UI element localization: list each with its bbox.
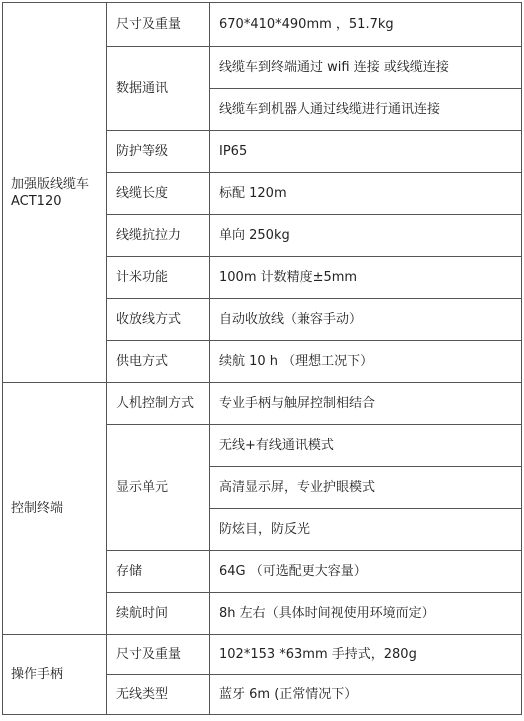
value-cell: 无线+有线通讯模式	[210, 425, 522, 467]
value-cell: IP65	[210, 131, 522, 173]
value-cell: 670*410*490mm ，51.7kg	[210, 3, 522, 47]
value-cell: 专业手柄与触屏控制相结合	[210, 383, 522, 425]
value-cell: 线缆车到机器人通过线缆进行通讯连接	[210, 89, 522, 131]
value-cell: 102*153 *63mm 手持式，280g	[210, 635, 522, 675]
value-cell: 高清显示屏，专业护眼模式	[210, 467, 522, 509]
label-cell: 显示单元	[107, 425, 210, 551]
category-cell: 控制终端	[3, 383, 107, 635]
label-cell: 线缆抗拉力	[107, 215, 210, 257]
label-cell: 存储	[107, 551, 210, 593]
value-cell: 自动收放线（兼容手动）	[210, 299, 522, 341]
label-cell: 收放线方式	[107, 299, 210, 341]
value-cell: 8h 左右（具体时间视使用环境而定）	[210, 593, 522, 635]
label-cell: 无线类型	[107, 675, 210, 715]
value-cell: 续航 10 h （理想工况下）	[210, 341, 522, 383]
value-cell: 64G （可选配更大容量）	[210, 551, 522, 593]
label-cell: 防护等级	[107, 131, 210, 173]
label-cell: 人机控制方式	[107, 383, 210, 425]
category-cell: 加强版线缆车ACT120	[3, 3, 107, 383]
label-cell: 尺寸及重量	[107, 635, 210, 675]
table-row	[3, 383, 522, 425]
value-cell: 单向 250kg	[210, 215, 522, 257]
table-row	[3, 635, 522, 675]
value-cell: 防炫目，防反光	[210, 509, 522, 551]
value-cell: 100m 计数精度±5mm	[210, 257, 522, 299]
category-cell: 操作手柄	[3, 635, 107, 715]
label-cell: 供电方式	[107, 341, 210, 383]
label-cell: 计米功能	[107, 257, 210, 299]
label-cell: 线缆长度	[107, 173, 210, 215]
label-cell: 数据通讯	[107, 47, 210, 131]
label-cell: 续航时间	[107, 593, 210, 635]
value-cell: 线缆车到终端通过 wifi 连接 或线缆连接	[210, 47, 522, 89]
value-cell: 蓝牙 6m (正常情况下）	[210, 675, 522, 715]
label-cell: 尺寸及重量	[107, 3, 210, 47]
spec-table	[2, 2, 522, 715]
value-cell: 标配 120m	[210, 173, 522, 215]
table-row	[3, 3, 522, 47]
